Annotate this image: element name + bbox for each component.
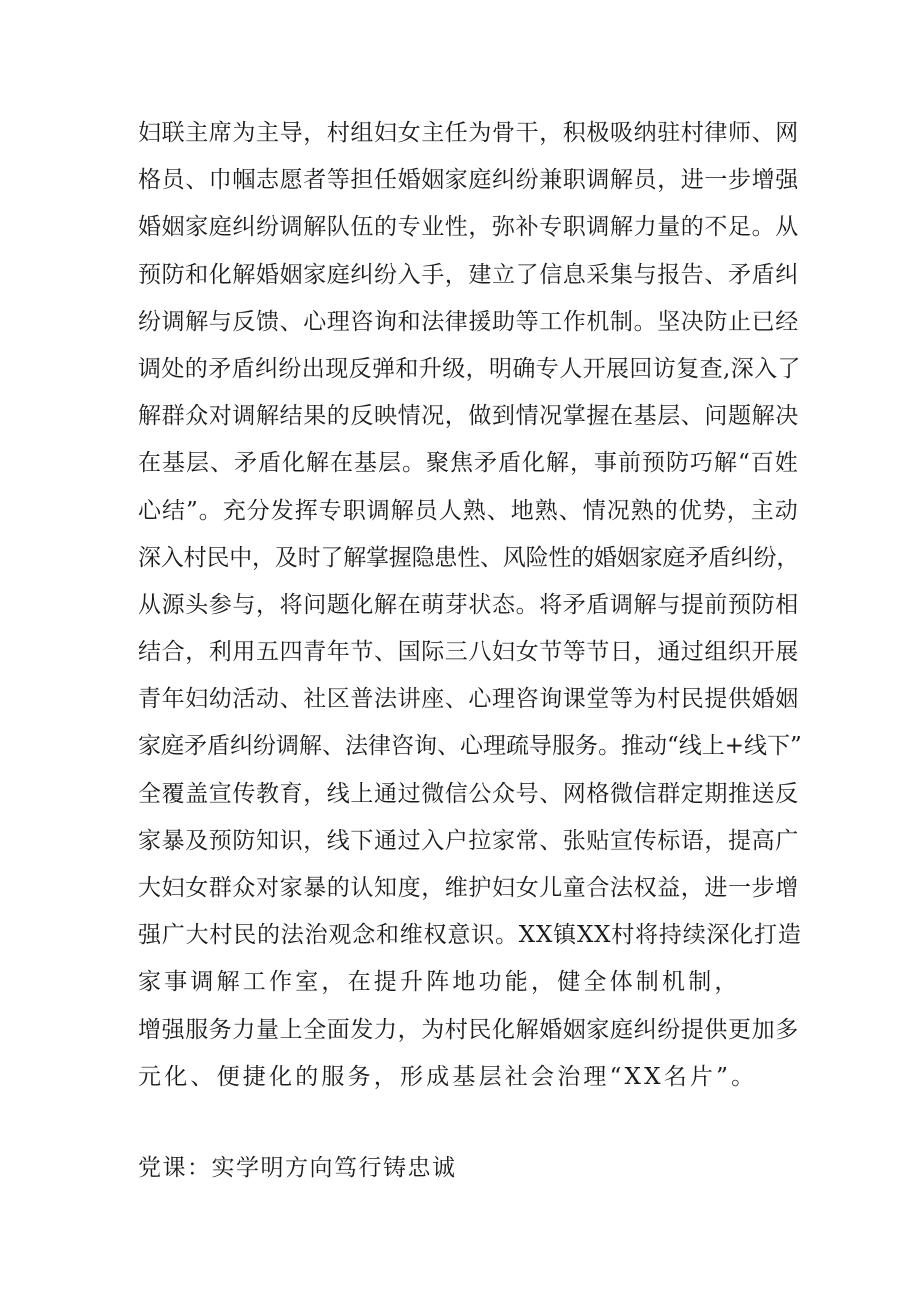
paragraph-line: 结合，利用五四青年节、国际三八妇女节等节日，通过组织开展 xyxy=(138,639,799,666)
paragraph-line: 调处的矛盾纠纷出现反弹和升级，明确专人开展回访复查,深入了 xyxy=(138,355,801,382)
paragraph-line: 家暴及预防知识，线下通过入户拉家常、张贴宣传标语，提高广 xyxy=(138,827,799,854)
body-paragraph xyxy=(138,110,802,1101)
paragraph-line: 大妇女群众对家暴的认知度，维护妇女儿童合法权益，进一步增 xyxy=(138,875,799,901)
paragraph-line: 在基层、矛盾化解在基层。聚焦矛盾化解，事前预防巧解“百姓 xyxy=(138,450,799,477)
paragraph-line: 妇联主席为主导，村组妇女主任为骨干，积极吸纳驻村律师、网 xyxy=(138,120,799,146)
paragraph-line: 预防和化解婚姻家庭纠纷入手，建立了信息采集与报告、矛盾纠 xyxy=(138,261,799,288)
paragraph-line: 强广大村民的法治观念和维权意识。XX镇XX村将持续深化打造 xyxy=(138,922,802,949)
paragraph-line: 格员、巾帼志愿者等担任婚姻家庭纠纷兼职调解员，进一步增强 xyxy=(138,167,799,194)
section-heading: 党课：实学明方向笃行铸忠诚 xyxy=(138,1155,457,1181)
paragraph-line: 家庭矛盾纠纷调解、法律咨询、心理疏导服务。推动“线上+线下” xyxy=(138,733,802,760)
paragraph-line: 青年妇幼活动、社区普法讲座、心理咨询课堂等为村民提供婚姻 xyxy=(138,686,799,713)
paragraph-line: 解群众对调解结果的反映情况，做到情况掌握在基层、问题解决 xyxy=(138,403,799,430)
paragraph-line: 增强服务力量上全面发力，为村民化解婚姻家庭纠纷提供更加多 xyxy=(138,1016,799,1043)
paragraph-line: 全覆盖宣传教育，线上通过微信公众号、网格微信群定期推送反 xyxy=(138,780,799,807)
paragraph-line: 婚姻家庭纠纷调解队伍的专业性，弥补专职调解力量的不足。从 xyxy=(138,214,799,241)
paragraph-line: 心结”。充分发挥专职调解员人熟、地熟、情况熟的优势，主动 xyxy=(138,497,799,524)
paragraph-line: 从源头参与，将问题化解在萌芽状态。将矛盾调解与提前预防相 xyxy=(138,591,799,618)
paragraph-line: 元化、便捷化的服务，形成基层社会治理“XX名片”。 xyxy=(138,1063,758,1090)
paragraph-line: 深入村民中，及时了解掌握隐患性、风险性的婚姻家庭矛盾纠纷， xyxy=(138,544,800,571)
paragraph-line: 纷调解与反馈、心理咨询和法律援助等工作机制。坚决防止已经 xyxy=(138,308,799,335)
paragraph-line: 家事调解工作室，在提升阵地功能，健全体制机制， xyxy=(138,969,741,996)
